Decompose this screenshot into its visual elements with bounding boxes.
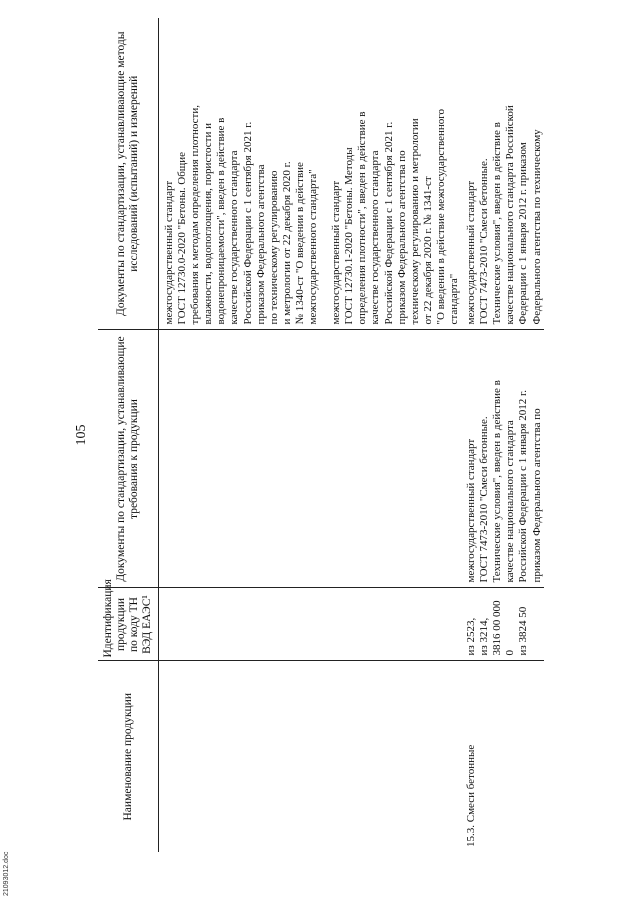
methods-cell: [461, 18, 544, 330]
table-header-row: [98, 18, 159, 852]
methods-standard-item: межгосударственный стандарт ГОСТ 12730.0-2020 "Бетоны. Общие требования к методам определения плотности, влажности, водопоглощения, пористости и водонепроницаемости", введен в действие в качестве государственного стандарта Российской Федерации с 1 сентября 2021 г. приказом Федерального агентства по техническому регулированию и метрологии от 22 декабря 2020 г. № 1340-ст "О введении в действие межгосударственного стандарта": [163, 105, 320, 325]
header-requirements-docs: Документы по стандартизации, устанавливающие требования к продукции: [98, 330, 159, 588]
table-row: [159, 18, 462, 852]
tn-ved-code-cell: из 2523, из 3214, 3816 00 000 0 из 3824 50: [461, 588, 544, 661]
product-name-cell: [159, 661, 462, 852]
header-tn-ved-code: Идентификация продукции по коду ТН ВЭД ЕАЭС¹: [98, 588, 159, 661]
standards-table: [98, 18, 544, 852]
tn-ved-code-cell: [159, 588, 462, 661]
rotated-content: [68, 18, 564, 852]
file-name-footer: 21093012.doc: [3, 851, 10, 896]
page-number: 105: [74, 424, 89, 446]
methods-standard-item: межгосударственный стандарт ГОСТ 12730.1-2020 "Бетоны. Методы определения плотности", введен в действие в качестве государственного стандарта Российской Федерации с 1 сентября 2021 г. приказом Федерального агентства по техническому регулированию и метрологии от 22 декабря 2020 г. № 1341-ст "О введении в действие межгосударственного стандарта": [330, 108, 460, 325]
requirements-cell: межгосударственный стандарт ГОСТ 7473-2010 "Смеси бетонные. Технические условия", введен в действие в качестве национального стандарта Российской Федерации с 1 января 2012 г. приказом Федерального агентства по: [461, 330, 544, 588]
requirements-cell: [159, 330, 462, 588]
table-row: [461, 18, 544, 852]
product-name-cell: 15.3. Смеси бетонные: [465, 744, 478, 847]
header-product-name: Наименование продукции: [98, 661, 159, 852]
methods-standard-item: межгосударственный стандарт ГОСТ 7473-2010 "Смеси бетонные. Технические условия", введен в действие в качестве национального стандарта Российской Федерации с 1 января 2012 г. приказом Федерального агентства по техническому: [465, 105, 543, 325]
methods-cell: [159, 18, 462, 330]
header-methods-docs: Документы по стандартизации, устанавливающие методы исследований (испытаний) и измерений: [98, 18, 159, 330]
